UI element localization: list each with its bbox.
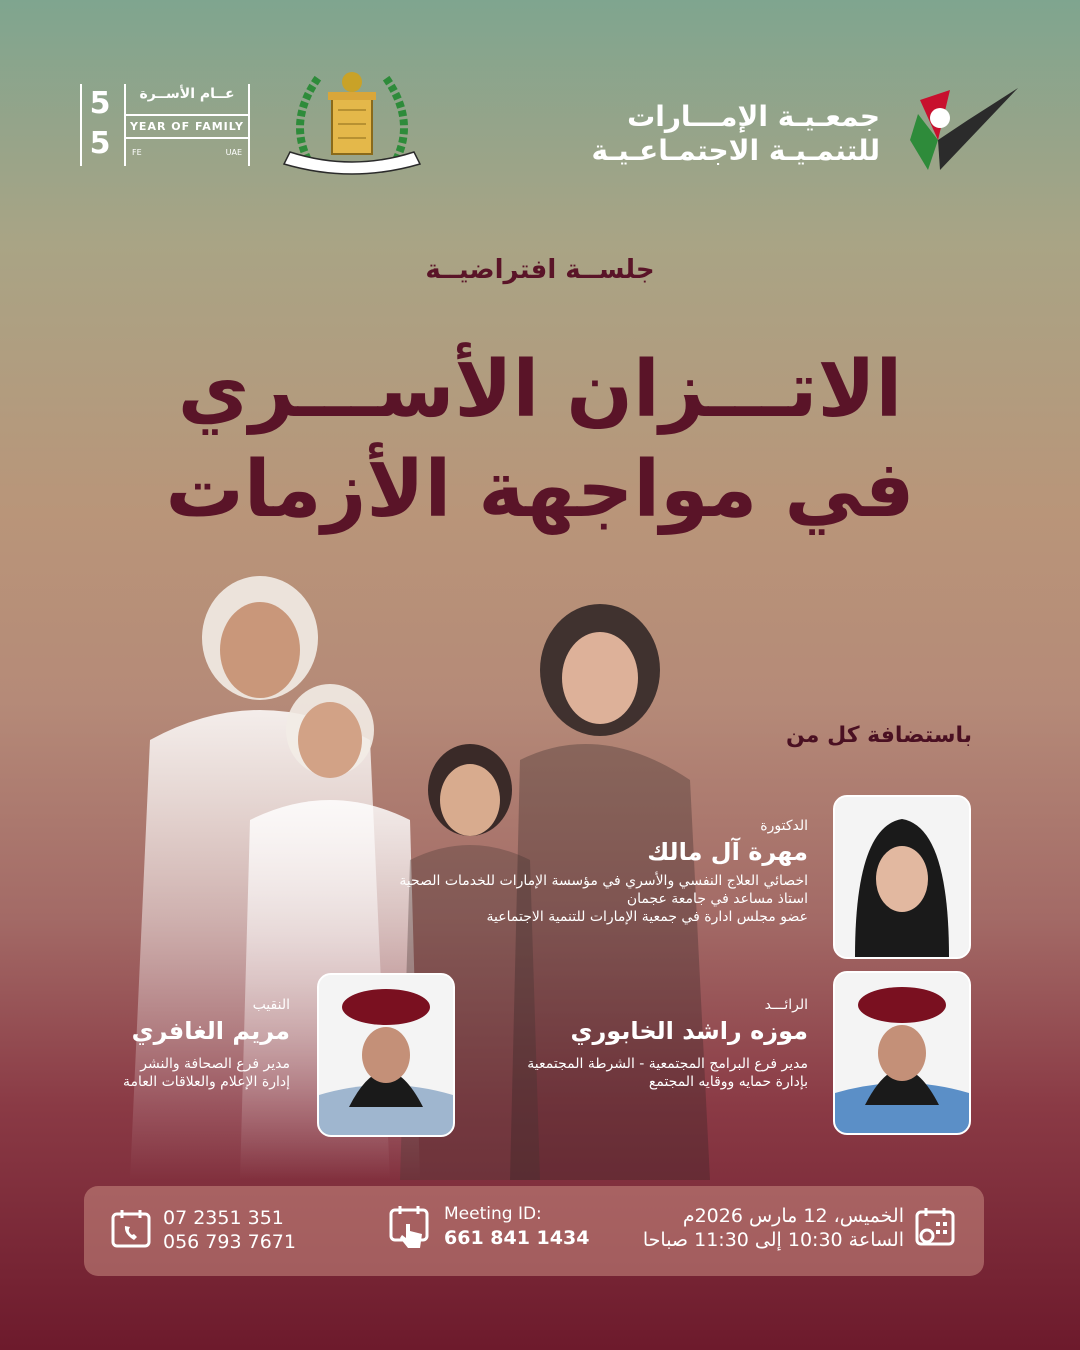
session-type: جلســة افتراضيــة xyxy=(425,255,655,285)
speaker-desc-line: استاذ مساعد في جامعة عجمان xyxy=(626,891,808,907)
page-title xyxy=(0,340,1080,540)
speaker-name: مهرة آل مالك xyxy=(647,838,808,866)
society-name xyxy=(540,100,880,168)
speaker-desc-line: بإدارة حمايه ووقايه المجتمع xyxy=(648,1074,808,1090)
speaker-photo xyxy=(317,973,455,1137)
speaker-card xyxy=(30,997,290,1091)
year-logo-english: YEAR OF FAMILY xyxy=(126,114,248,139)
year-logo-arabic: عــام الأســرة xyxy=(139,86,235,102)
logo-digit: 5 xyxy=(89,86,111,121)
phone-number[interactable]: 056 793 7671 xyxy=(163,1231,296,1253)
speaker-desc-line: عضو مجلس ادارة في جمعية الإمارات للتنمية الاجتماعية xyxy=(486,909,808,925)
calendar-clock-icon xyxy=(914,1206,958,1250)
year-logo-uae: UAE xyxy=(225,148,242,157)
society-name-line1: جمعـيـة الإمـــارات xyxy=(627,100,880,133)
date-info xyxy=(643,1204,904,1252)
phone-number[interactable]: 07 2351 351 xyxy=(163,1207,284,1229)
speaker-photo xyxy=(833,795,971,959)
society-logo xyxy=(880,70,1030,180)
meeting-touch-icon xyxy=(388,1204,434,1250)
speaker-desc-line: إدارة الإعلام والعلاقات العامة xyxy=(122,1074,290,1090)
meeting-label: Meeting ID: xyxy=(444,1204,542,1224)
police-emblem-logo xyxy=(278,60,426,184)
speaker-name: موزه راشد الخابوري xyxy=(570,1017,808,1045)
speaker-portrait xyxy=(319,975,453,1135)
speaker-rank: الرائـــد xyxy=(764,997,808,1013)
logo-digit: 5 xyxy=(89,126,111,161)
hosting-label: باستضافة كل من xyxy=(786,723,972,748)
phone-numbers xyxy=(163,1206,296,1254)
speaker-desc-line: مدير فرع الصحافة والنشر xyxy=(140,1056,290,1072)
speaker-name: مريم الغافري xyxy=(131,1017,290,1045)
meeting-id[interactable]: 661 841 1434 xyxy=(444,1227,590,1249)
year-logo-fe: FE xyxy=(132,148,142,157)
society-name-line2: للتنمـيـة الاجتمـاعـيـة xyxy=(591,134,880,167)
speaker-portrait xyxy=(835,973,969,1133)
phone-calendar-icon xyxy=(110,1208,152,1250)
speaker-card xyxy=(368,818,808,926)
speaker-portrait xyxy=(835,797,969,957)
time-line: الساعة 10:30 إلى 11:30 صباحا xyxy=(642,1229,904,1251)
title-line1: الاتـــزان الأســـري xyxy=(177,345,903,435)
title-line2: في مواجهة الأزمات xyxy=(165,445,915,535)
meeting-info xyxy=(444,1202,589,1250)
speaker-rank: النقيب xyxy=(252,997,290,1013)
date-line: الخميس، 12 مارس 2026م xyxy=(682,1205,904,1227)
speaker-rank: الدكتورة xyxy=(760,818,808,834)
year-of-family-logo xyxy=(80,84,248,166)
speaker-desc-line: اخصائي العلاج النفسي والأسري في مؤسسة الإمارات للخدمات الصحية xyxy=(399,873,808,889)
speaker-photo xyxy=(833,971,971,1135)
speaker-desc-line: مدير فرع البرامج المجتمعية - الشرطة المجتمعية xyxy=(527,1056,808,1072)
